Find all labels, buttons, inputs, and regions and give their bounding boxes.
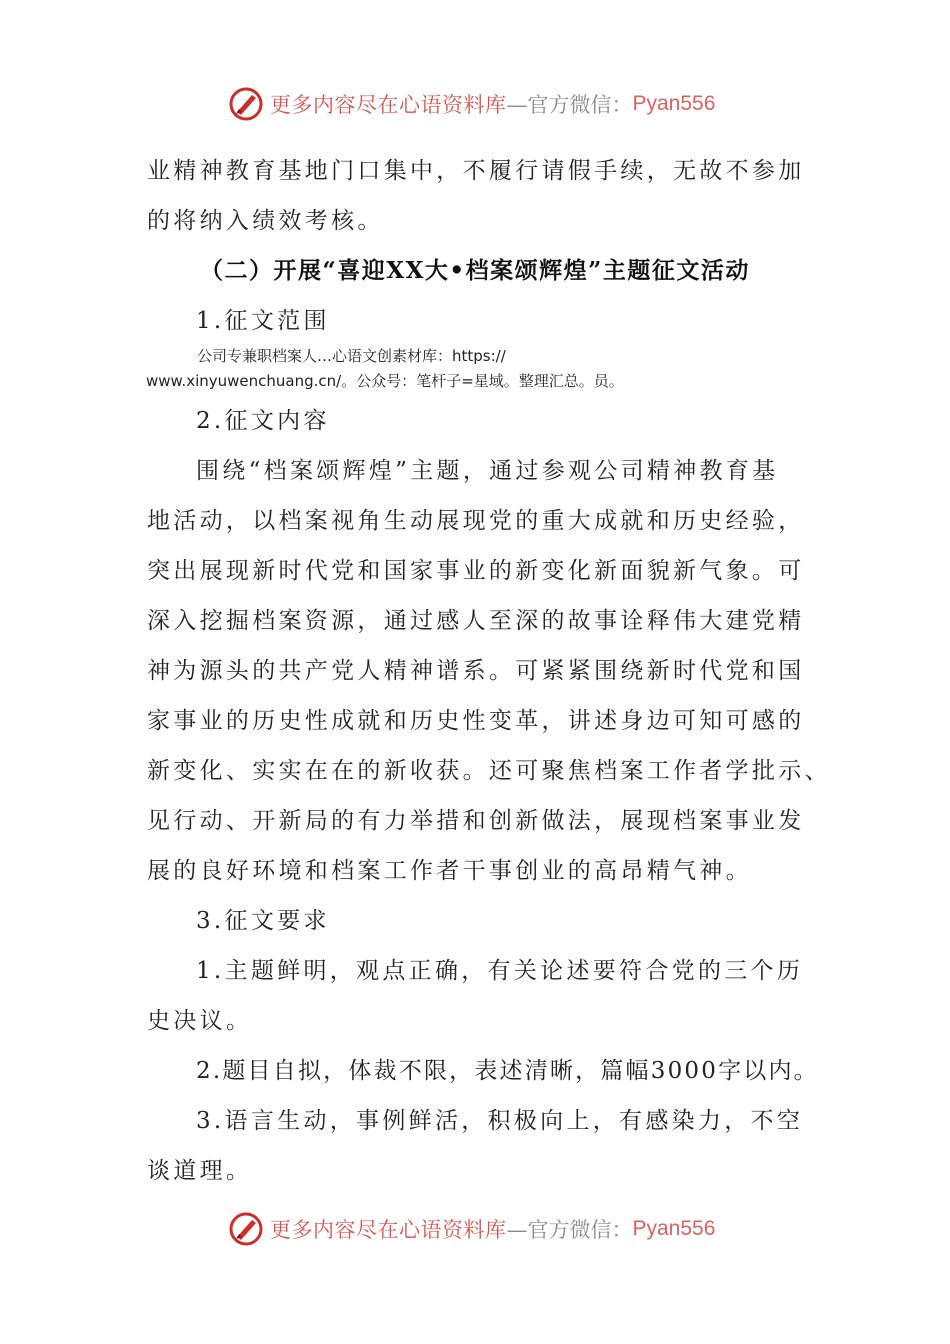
item-title: 1.征文范围	[196, 308, 330, 334]
banner-label: —官方微信：	[506, 1218, 633, 1242]
pen-circle-icon	[228, 1211, 264, 1247]
paragraph-line: 3.语言生动，事例鲜活，积极向上，有感染力，不空	[196, 1108, 804, 1134]
banner-text: 更多内容尽在心语资料库	[270, 93, 507, 117]
paragraph-line: 深入挖掘档案资源，通过感人至深的故事诠释伟大建党精	[147, 608, 805, 634]
banner-wechat-id: Pyan556	[632, 1217, 716, 1240]
paragraph-line: 的将纳入绩效考核。	[147, 208, 384, 234]
inline-note: www.xinyuwenchuang.cn/。公众号：笔杆子=星域。整理汇总。员。	[146, 372, 624, 390]
header-banner	[228, 84, 715, 124]
paragraph-line: 史决议。	[147, 1008, 253, 1034]
item-title: 3.征文要求	[196, 908, 330, 934]
paragraph-line: 谈道理。	[147, 1158, 253, 1184]
paragraph-line: 围绕“档案颂辉煌”主题，通过参观公司精神教育基	[196, 458, 779, 484]
paragraph-line: 神为源头的共产党人精神谱系。可紧紧围绕新时代党和国	[147, 658, 805, 684]
banner-text: 更多内容尽在心语资料库	[270, 1218, 507, 1242]
pen-circle-icon	[228, 86, 264, 122]
paragraph-line: 家事业的历史性成就和历史性变革，讲述身边可知可感的	[147, 708, 805, 734]
paragraph-line: 展的良好环境和档案工作者干事创业的高昂精气神。	[147, 858, 752, 884]
item-title: 2.征文内容	[196, 408, 330, 434]
banner-wechat-id: Pyan556	[632, 92, 716, 115]
inline-note: 公司专兼职档案人…心语文创素材库：https://	[197, 347, 506, 365]
footer-banner	[228, 1209, 715, 1249]
paragraph-line: 2.题目自拟，体裁不限，表述清晰，篇幅3000字以内。	[196, 1058, 819, 1084]
section-heading: （二）开展“喜迎XX大•档案颂辉煌”主题征文活动	[200, 257, 750, 284]
paragraph-line: 地活动，以档案视角生动展现党的重大成就和历史经验，	[147, 508, 805, 534]
paragraph-line: 1.主题鲜明，观点正确，有关论述要符合党的三个历	[196, 958, 804, 984]
paragraph-line: 业精神教育基地门口集中，不履行请假手续，无故不参加	[147, 158, 805, 184]
banner-label: —官方微信：	[506, 93, 633, 117]
paragraph-line: 见行动、开新局的有力举措和创新做法，展现档案事业发	[147, 808, 805, 834]
paragraph-line: 新变化、实实在在的新收获。还可聚焦档案工作者学批示、	[147, 758, 831, 784]
paragraph-line: 突出展现新时代党和国家事业的新变化新面貌新气象。可	[147, 558, 805, 584]
